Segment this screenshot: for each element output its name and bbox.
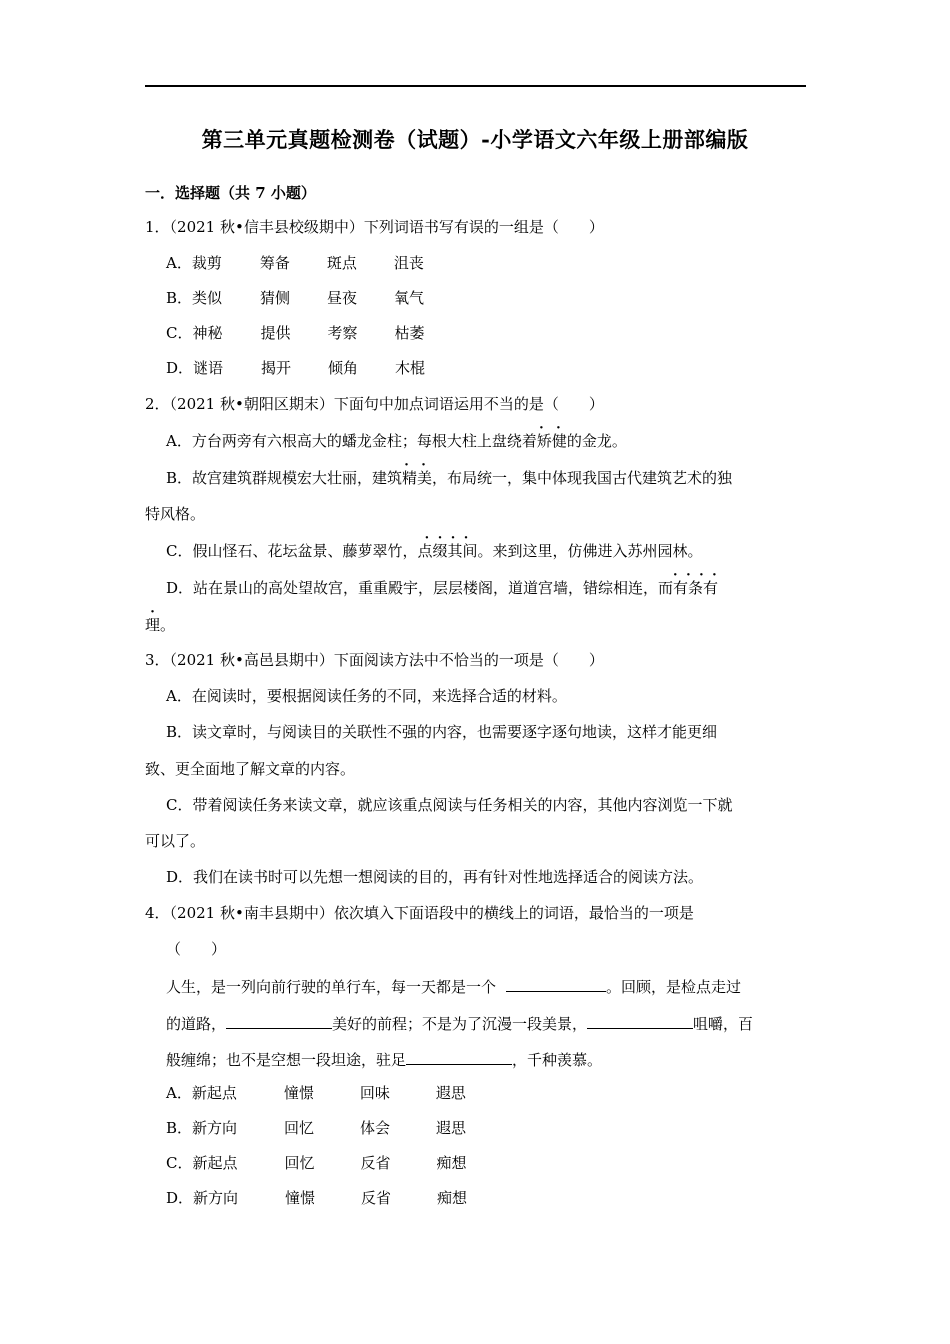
passage-line-1: 人生，是一列向前行驶的单行车，每一天都是一个 。回顾，是检点走过 <box>166 975 741 997</box>
question-3-option-a[interactable]: A．在阅读时，要根据阅读任务的不同，来选择合适的材料。 <box>166 687 567 705</box>
question-4-option-d[interactable]: D．新方向 憧憬 反省 痴想 <box>166 1189 468 1207</box>
question-2-option-a[interactable]: A．方台两旁有六根高大的蟠龙金柱；每根大柱上盘绕着矫健 · ·的金龙。 <box>166 431 627 451</box>
question-1-option-d[interactable]: D．谜语 揭开 倾角 木棍 <box>166 359 426 377</box>
question-4-stem-cont: （ ） <box>166 940 227 958</box>
fill-blank-1[interactable] <box>506 975 606 992</box>
question-1-option-b[interactable]: B．类似 猜侧 昼夜 氧气 <box>166 289 425 307</box>
question-3-option-b[interactable]: B．读文章时，与阅读目的关联性不强的内容，也需要逐字逐句地读，这样才能更细 <box>166 723 718 741</box>
fill-blank-3[interactable] <box>587 1012 693 1029</box>
emphasis-dots: 精美 · · <box>402 469 432 487</box>
fill-blank-2[interactable] <box>226 1012 332 1029</box>
emphasis-dots: 矫健 · · <box>537 432 567 450</box>
question-1-option-c[interactable]: C．神秘 提供 考察 枯萎 <box>166 324 425 342</box>
fill-blank-4[interactable] <box>406 1048 512 1065</box>
question-3-option-d[interactable]: D．我们在读书时可以先想一想阅读的目的，再有针对性地选择适合的阅读方法。 <box>166 868 704 886</box>
question-2-stem: 2．（2021 秋•朝阳区期末）下面句中加点词语运用不当的是（ ） <box>145 395 604 413</box>
question-1-stem: 1．（2021 秋•信丰县校级期中）下列词语书写有误的一组是（ ） <box>145 218 604 236</box>
page-title: 第三单元真题检测卷（试题）-小学语文六年级上册部编版 <box>201 127 749 152</box>
header-rule <box>145 85 806 87</box>
passage-line-2: 的道路， 美好的前程；不是为了沉漫一段美景， 咀嚼，百 <box>166 1012 753 1034</box>
question-4-option-c[interactable]: C．新起点 回忆 反省 痴想 <box>166 1154 467 1172</box>
emphasis-dots: 理 <box>145 616 161 634</box>
question-3-option-c[interactable]: C．带着阅读任务来读文章，就应该重点阅读与任务相关的内容，其他内容浏览一下就 <box>166 796 733 814</box>
question-3-option-c-cont: 可以了。 <box>145 832 206 850</box>
question-2-option-b[interactable]: B．故宫建筑群规模宏大壮丽，建筑精美 · ·，布局统一，集中体现我国古代建筑艺术的独 <box>166 468 732 488</box>
passage-line-3: 般缠绵；也不是空想一段坦途，驻足 ，千种羡慕。 <box>166 1048 602 1070</box>
question-2-option-d-cont: 理。 <box>145 616 176 634</box>
question-4-option-b[interactable]: B．新方向 回忆 体会 遐思 <box>166 1119 467 1137</box>
question-2-option-b-cont: 特风格。 <box>145 505 206 523</box>
emphasis-dots: 有条有 · · · · <box>673 579 718 597</box>
question-3-stem: 3．（2021 秋•高邑县期中）下面阅读方法中不恰当的一项是（ ） <box>145 651 604 669</box>
question-2-option-d[interactable]: D．站在景山的高处望故宫，重重殿宇，层层楼阁，道道宫墙，错综相连，而有条有 · · · · <box>166 578 718 598</box>
question-1-option-a[interactable]: A．裁剪 筹备 斑点 沮丧 <box>166 254 424 272</box>
question-3-option-b-cont: 致、更全面地了解文章的内容。 <box>145 760 356 778</box>
question-2-option-c[interactable]: C．假山怪石、花坛盆景、藤萝翠竹，点缀其间 · · · ·。来到这里，仿佛进入苏州园林。 <box>166 541 703 561</box>
section-heading: 一．选择题（共 7 小题） <box>145 184 316 202</box>
emphasis-dots: 点缀其间 · · · · <box>417 542 477 560</box>
question-4-option-a[interactable]: A．新起点 憧憬 回味 遐思 <box>166 1084 466 1102</box>
question-4-stem: 4．（2021 秋•南丰县期中）依次填入下面语段中的横线上的词语，最恰当的一项是 <box>145 904 694 922</box>
